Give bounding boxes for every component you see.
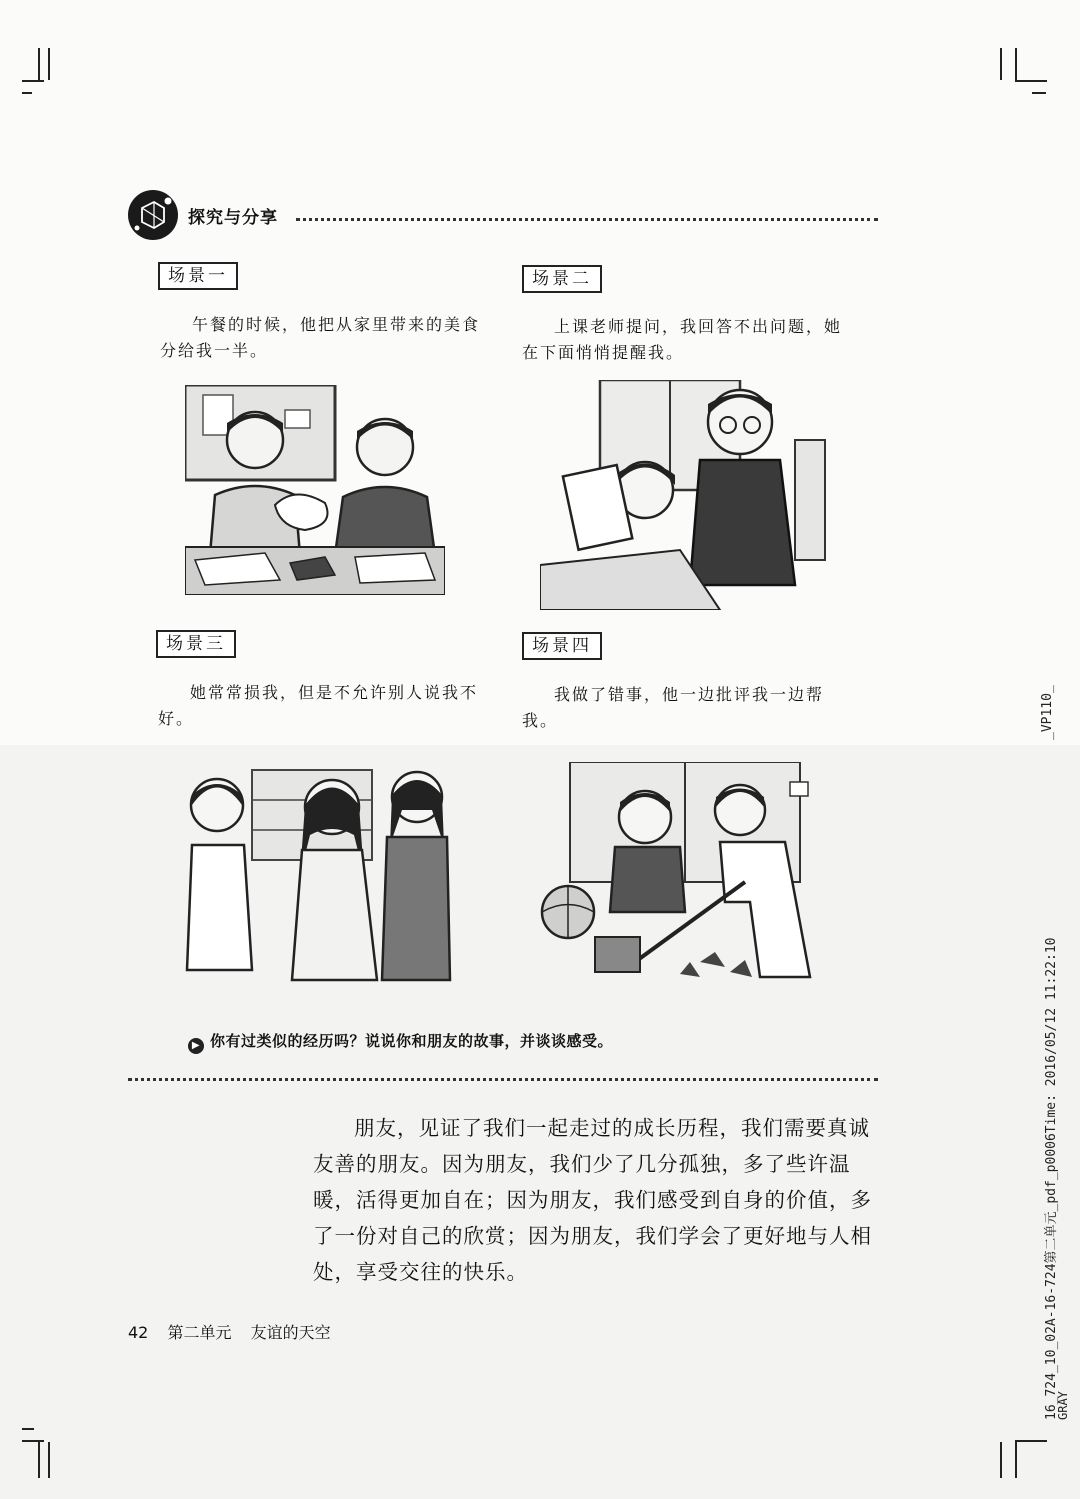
crop-mark-top-left xyxy=(22,80,44,82)
page-number: 42 xyxy=(128,1323,149,1342)
side-print-code: _VP110_ xyxy=(1040,685,1055,740)
scene-2-label: 场景二 xyxy=(522,265,602,293)
page-footer xyxy=(128,1320,345,1343)
crop-mark-bottom-left-h xyxy=(22,1428,34,1430)
section-title: 探究与分享 xyxy=(188,208,278,228)
crop-mark-bottom-right-h xyxy=(1015,1440,1047,1442)
unit-name: 第二单元 xyxy=(167,1323,232,1342)
crop-mark-top-right-h2 xyxy=(1032,92,1046,94)
unit-title: 友谊的天空 xyxy=(250,1323,331,1342)
scene-4-text: 我做了错事，他一边批评我一边帮我。 xyxy=(522,685,825,730)
scene-4-label: 场景四 xyxy=(522,632,602,660)
scene-3-illustration xyxy=(182,765,452,985)
crop-mark-bottom-right-v1 xyxy=(1000,1442,1002,1478)
scene-4-illustration xyxy=(540,762,830,992)
crop-mark-bottom-left-h2 xyxy=(22,1440,44,1442)
side-print-info: 16_724_10_02A-16-724第二单元_pdf_p0006Time: 2016/05/12 11:22:10 xyxy=(1044,937,1059,1420)
question-divider xyxy=(128,1078,878,1081)
scene-1-text: 午餐的时候，他把从家里带来的美食分给我一半。 xyxy=(160,315,481,360)
scene-3-label: 场景三 xyxy=(156,630,236,658)
discussion-question xyxy=(188,1030,613,1054)
section-header xyxy=(128,190,888,240)
crop-mark-top-left-v1 xyxy=(38,48,40,80)
main-paragraph: 朋友，见证了我们一起走过的成长历程，我们需要真诚友善的朋友。因为朋友，我们少了几分孤独，多了些许温暖，活得更加自在；因为朋友，我们感受到自身的价值，多了一份对自己的欣赏；因为朋友，我们学会了更好地与人相处，享受交往的快乐。 xyxy=(313,1116,872,1284)
crop-mark-top-right-v2 xyxy=(1015,48,1017,82)
crop-mark-bottom-right-v2 xyxy=(1015,1442,1017,1478)
play-arrow-icon: ▶ xyxy=(188,1038,204,1054)
crop-mark-bottom-left-v2 xyxy=(48,1442,50,1478)
crop-mark-top-right-v1 xyxy=(1000,48,1002,80)
scene-2-illustration xyxy=(540,380,830,610)
crop-mark-bottom-left-v1 xyxy=(38,1442,40,1478)
explore-share-icon xyxy=(128,190,178,240)
scene-1-illustration xyxy=(185,385,445,595)
crop-mark-top-right-h xyxy=(1015,80,1047,82)
crop-mark-top-left-v2 xyxy=(48,48,50,80)
section-header-divider xyxy=(296,218,878,221)
scene-3-text: 她常常损我，但是不允许别人说我不好。 xyxy=(158,683,479,728)
side-print-mode: GRAY xyxy=(1056,1391,1070,1420)
discussion-question-text: 你有过类似的经历吗？说说你和朋友的故事，并谈谈感受。 xyxy=(210,1032,614,1050)
scene-1-label: 场景一 xyxy=(158,262,238,290)
crop-mark-top-left-h2 xyxy=(22,92,32,94)
scene-2-text: 上课老师提问，我回答不出问题，她在下面悄悄提醒我。 xyxy=(522,317,843,362)
